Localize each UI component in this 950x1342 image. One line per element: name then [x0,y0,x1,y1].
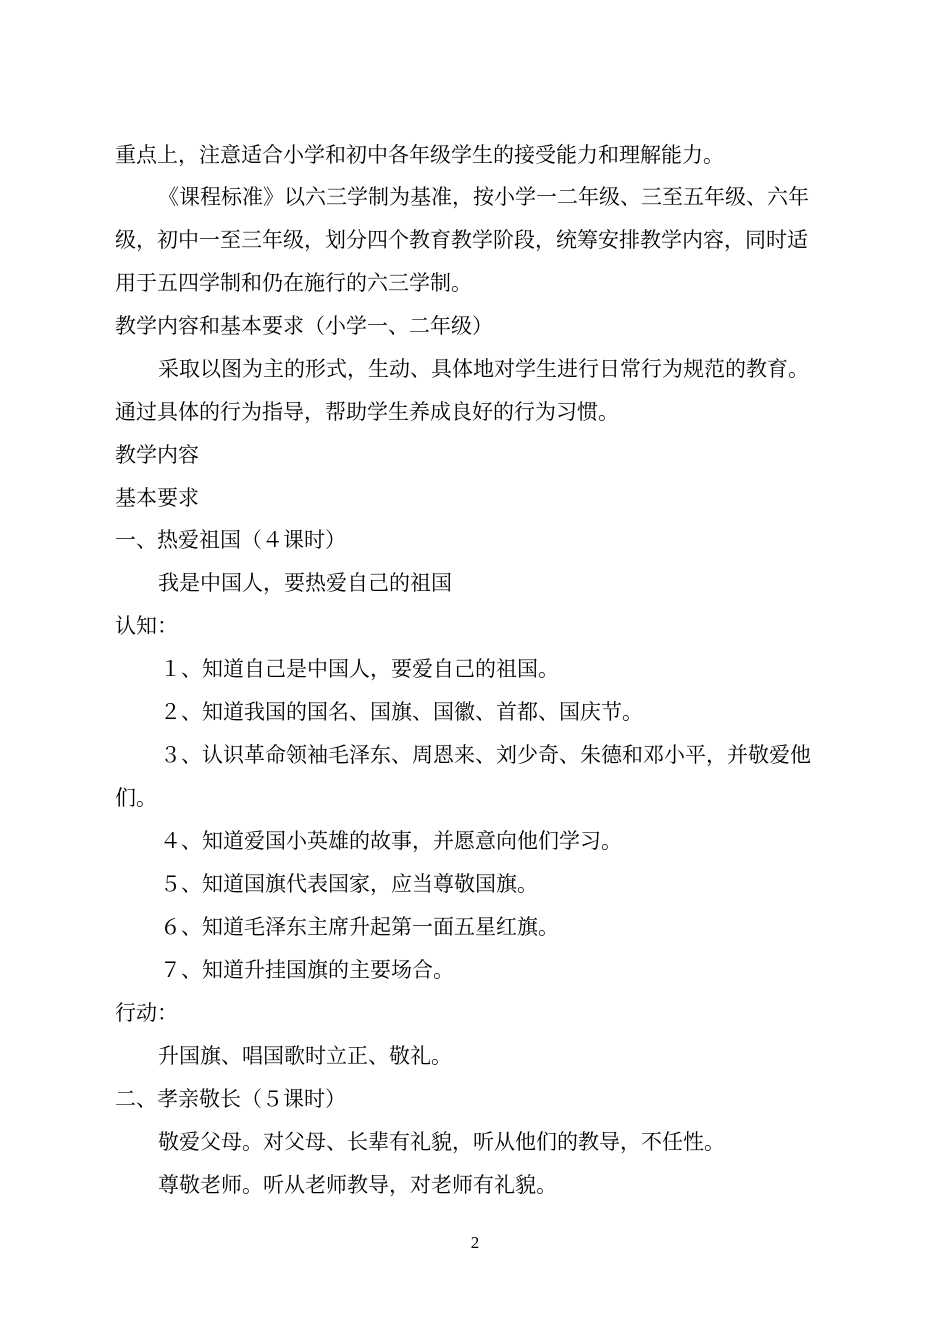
paragraph-line: 认知： [115,614,178,638]
paragraph-line: 尊敬老师。听从老师教导，对老师有礼貌。 [158,1173,557,1197]
paragraph-line: 《课程标准》以六三学制为基准，按小学一二年级、三至五年级、六年 [158,185,809,209]
page-number: 2 [470,1233,480,1252]
paragraph-line: 用于五四学制和仍在施行的六三学制。 [115,271,472,295]
section-heading: 教学内容和基本要求（小学一、二年级） [115,314,493,338]
paragraph-line: 基本要求 [115,486,199,510]
paragraph-line: 行动： [115,1001,178,1025]
list-item: ３、认识革命领袖毛泽东、周恩来、刘少奇、朱德和邓小平，并敬爱他 [160,743,811,767]
paragraph-line: 敬爱父母。对父母、长辈有礼貌，听从他们的教导，不任性。 [158,1130,725,1154]
section-heading: 二、孝亲敬长（５课时） [115,1087,346,1111]
list-item: ４、知道爱国小英雄的故事，并愿意向他们学习。 [160,829,622,853]
paragraph-line: 教学内容 [115,443,199,467]
list-item: ５、知道国旗代表国家，应当尊敬国旗。 [160,872,538,896]
paragraph-line: 级，初中一至三年级，划分四个教育教学阶段，统筹安排教学内容，同时适 [115,228,808,252]
list-item: ２、知道我国的国名、国旗、国徽、首都、国庆节。 [160,700,643,724]
section-heading: 一、热爱祖国（４课时） [115,528,346,552]
list-item: ７、知道升挂国旗的主要场合。 [160,958,454,982]
paragraph-line: 采取以图为主的形式，生动、具体地对学生进行日常行为规范的教育。 [158,357,809,381]
list-item: ６、知道毛泽东主席升起第一面五星红旗。 [160,915,559,939]
paragraph-line: 通过具体的行为指导，帮助学生养成良好的行为习惯。 [115,400,619,424]
paragraph-line: 升国旗、唱国歌时立正、敬礼。 [158,1044,452,1068]
paragraph-line: 们。 [115,786,157,810]
paragraph-line: 重点上，注意适合小学和初中各年级学生的接受能力和理解能力。 [115,143,724,167]
list-item: １、知道自己是中国人，要爱自己的祖国。 [160,657,559,681]
paragraph-line: 我是中国人，要热爱自己的祖国 [158,571,452,595]
